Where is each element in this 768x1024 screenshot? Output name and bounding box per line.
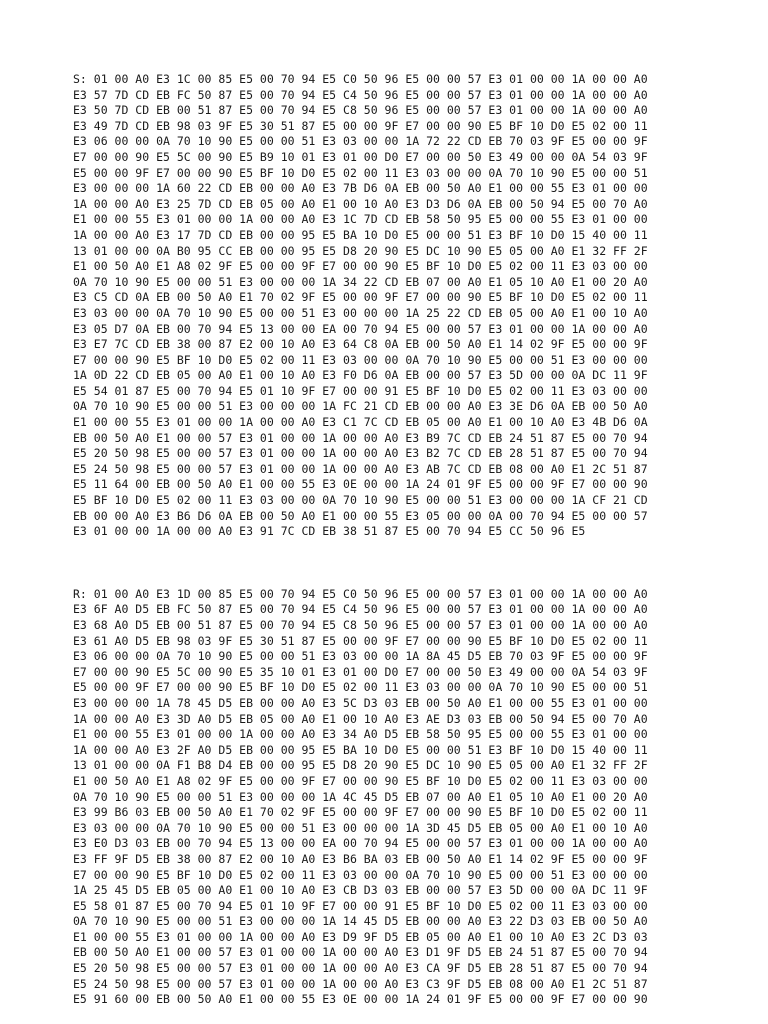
hex-line: E1 00 00 55 E3 01 00 00 1A 00 00 A0 E3 34 A0 D5 EB 58 50 95 E5 00 00 55 E3 01 00 00 <box>73 727 648 742</box>
hex-line: EB 00 00 A0 E3 B6 D6 0A EB 00 50 A0 E1 00 00 55 E3 05 00 00 0A 00 70 94 E5 00 00 57 <box>73 508 648 523</box>
hex-line: E5 00 00 9F E7 00 00 90 E5 BF 10 D0 E5 02 00 11 E3 03 00 00 0A 70 10 90 E5 00 00 51 <box>73 680 648 695</box>
hex-line: E5 20 50 98 E5 00 00 57 E3 01 00 00 1A 00 00 A0 E3 CA 9F D5 EB 28 51 87 E5 00 70 94 <box>73 961 648 976</box>
hex-line: EB 00 50 A0 E1 00 00 57 E3 01 00 00 1A 00 00 A0 E3 D1 9F D5 EB 24 51 87 E5 00 70 94 <box>73 945 648 960</box>
block-separator <box>73 540 703 587</box>
hex-line: 1A 25 45 D5 EB 05 00 A0 E1 00 10 A0 E3 CB D3 03 EB 00 00 57 E3 5D 00 00 0A DC 11 9F <box>73 883 648 898</box>
hex-line: E5 20 50 98 E5 00 00 57 E3 01 00 00 1A 00 00 A0 E3 B2 7C CD EB 28 51 87 E5 00 70 94 <box>73 446 648 461</box>
hex-line: E3 57 7D CD EB FC 50 87 E5 00 70 94 E5 C4 50 96 E5 00 00 57 E3 01 00 00 1A 00 00 A0 <box>73 87 648 102</box>
hex-line: S: 01 00 A0 E3 1C 00 85 E5 00 70 94 E5 C0 50 96 E5 00 00 57 E3 01 00 00 1A 00 00 A0 <box>73 72 648 86</box>
hex-line: 1A 00 00 A0 E3 3D A0 D5 EB 05 00 A0 E1 00 10 A0 E3 AE D3 03 EB 00 50 94 E5 00 70 A0 <box>73 711 648 726</box>
hex-line: E3 49 7D CD EB 98 03 9F E5 30 51 87 E5 00 00 9F E7 00 00 90 E5 BF 10 D0 E5 02 00 11 <box>73 118 648 133</box>
hex-line: E7 00 00 90 E5 5C 00 90 E5 35 10 01 E3 01 00 D0 E7 00 00 50 E3 49 00 00 0A 54 03 9F <box>73 664 648 679</box>
hex-line: E5 11 64 00 EB 00 50 A0 E1 00 00 55 E3 0E 00 00 1A 24 01 9F E5 00 00 9F E7 00 00 90 <box>73 477 648 492</box>
hex-line: E5 91 60 00 EB 00 50 A0 E1 00 00 55 E3 0E 00 00 1A 24 01 9F E5 00 00 9F E7 00 00 90 <box>73 992 648 1007</box>
hex-line: 1A 0D 22 CD EB 05 00 A0 E1 00 10 A0 E3 F0 D6 0A EB 00 00 57 E3 5D 00 00 0A DC 11 9F <box>73 368 648 383</box>
hex-line: E7 00 00 90 E5 BF 10 D0 E5 02 00 11 E3 03 00 00 0A 70 10 90 E5 00 00 51 E3 00 00 00 <box>73 352 648 367</box>
hex-line: 1A 00 00 A0 E3 25 7D CD EB 05 00 A0 E1 00 10 A0 E3 D3 D6 0A EB 00 50 94 E5 00 70 A0 <box>73 196 648 211</box>
hex-line: E3 FF 9F D5 EB 38 00 87 E2 00 10 A0 E3 B6 BA 03 EB 00 50 A0 E1 14 02 9F E5 00 00 9F <box>73 851 648 866</box>
hex-line: E3 68 A0 D5 EB 00 51 87 E5 00 70 94 E5 C8 50 96 E5 00 00 57 E3 01 00 00 1A 00 00 A0 <box>73 618 648 632</box>
hex-line: E7 00 00 90 E5 BF 10 D0 E5 02 00 11 E3 03 00 00 0A 70 10 90 E5 00 00 51 E3 00 00 00 <box>73 867 648 882</box>
hex-block-r <box>73 587 703 1008</box>
hex-line: E5 BF 10 D0 E5 02 00 11 E3 03 00 00 0A 70 10 90 E5 00 00 51 E3 00 00 00 1A CF 21 CD <box>73 493 648 508</box>
hex-line: E3 E7 7C CD EB 38 00 87 E2 00 10 A0 E3 64 C8 0A EB 00 50 A0 E1 14 02 9F E5 00 00 9F <box>73 337 648 352</box>
hex-block-s <box>73 72 703 540</box>
hex-line: E3 06 00 00 0A 70 10 90 E5 00 00 51 E3 03 00 00 1A 8A 45 D5 EB 70 03 9F E5 00 00 9F <box>73 649 648 664</box>
hex-line: 0A 70 10 90 E5 00 00 51 E3 00 00 00 1A FC 21 CD EB 00 00 A0 E3 3E D6 0A EB 00 50 A0 <box>73 399 648 414</box>
hex-line: E1 00 00 55 E3 01 00 00 1A 00 00 A0 E3 D9 9F D5 EB 05 00 A0 E1 00 10 A0 E3 2C D3 03 <box>73 929 648 944</box>
hex-line: E3 E0 D3 03 EB 00 70 94 E5 13 00 00 EA 00 70 94 E5 00 00 57 E3 01 00 00 1A 00 00 A0 <box>73 836 648 851</box>
hex-line: E3 C5 CD 0A EB 00 50 A0 E1 70 02 9F E5 00 00 9F E7 00 00 90 E5 BF 10 D0 E5 02 00 11 <box>73 290 648 305</box>
hex-line: E5 24 50 98 E5 00 00 57 E3 01 00 00 1A 00 00 A0 E3 C3 9F D5 EB 08 00 A0 E1 2C 51 87 <box>73 976 648 991</box>
hex-line: E3 05 D7 0A EB 00 70 94 E5 13 00 00 EA 00 70 94 E5 00 00 57 E3 01 00 00 1A 00 00 A0 <box>73 321 648 336</box>
hex-line: E1 00 50 A0 E1 A8 02 9F E5 00 00 9F E7 00 00 90 E5 BF 10 D0 E5 02 00 11 E3 03 00 00 <box>73 773 648 788</box>
hex-line: E7 00 00 90 E5 5C 00 90 E5 B9 10 01 E3 01 00 D0 E7 00 00 50 E3 49 00 00 0A 54 03 9F <box>73 149 648 164</box>
hex-line: 1A 00 00 A0 E3 2F A0 D5 EB 00 00 95 E5 BA 10 D0 E5 00 00 51 E3 BF 10 D0 15 40 00 11 <box>73 742 648 757</box>
hex-line: E5 54 01 87 E5 00 70 94 E5 01 10 9F E7 00 00 91 E5 BF 10 D0 E5 02 00 11 E3 03 00 00 <box>73 383 648 398</box>
hex-line: 13 01 00 00 0A F1 B8 D4 EB 00 00 95 E5 D8 20 90 E5 DC 10 90 E5 05 00 A0 E1 32 FF 2F <box>73 758 648 773</box>
hex-line: 0A 70 10 90 E5 00 00 51 E3 00 00 00 1A 14 45 D5 EB 00 00 A0 E3 22 D3 03 EB 00 50 A0 <box>73 914 648 929</box>
hex-line: E5 24 50 98 E5 00 00 57 E3 01 00 00 1A 00 00 A0 E3 AB 7C CD EB 08 00 A0 E1 2C 51 87 <box>73 461 648 476</box>
hex-line: E3 00 00 00 1A 78 45 D5 EB 00 00 A0 E3 5C D3 03 EB 00 50 A0 E1 00 00 55 E3 01 00 00 <box>73 695 648 710</box>
hex-dump-page <box>73 72 703 1008</box>
hex-line: E3 99 B6 03 EB 00 50 A0 E1 70 02 9F E5 00 00 9F E7 00 00 90 E5 BF 10 D0 E5 02 00 11 <box>73 805 648 820</box>
hex-line: 0A 70 10 90 E5 00 00 51 E3 00 00 00 1A 4C 45 D5 EB 07 00 A0 E1 05 10 A0 E1 00 20 A0 <box>73 789 648 804</box>
hex-line: E5 00 00 9F E7 00 00 90 E5 BF 10 D0 E5 02 00 11 E3 03 00 00 0A 70 10 90 E5 00 00 51 <box>73 165 648 180</box>
hex-line: E1 00 00 55 E3 01 00 00 1A 00 00 A0 E3 1C 7D CD EB 58 50 95 E5 00 00 55 E3 01 00 00 <box>73 212 648 227</box>
hex-line: EB 00 50 A0 E1 00 00 57 E3 01 00 00 1A 00 00 A0 E3 B9 7C CD EB 24 51 87 E5 00 70 94 <box>73 430 648 445</box>
hex-line: E3 6F A0 D5 EB FC 50 87 E5 00 70 94 E5 C4 50 96 E5 00 00 57 E3 01 00 00 1A 00 00 A0 <box>73 602 648 617</box>
hex-line: E3 03 00 00 0A 70 10 90 E5 00 00 51 E3 00 00 00 1A 25 22 CD EB 05 00 A0 E1 00 10 A0 <box>73 305 648 320</box>
hex-line: 0A 70 10 90 E5 00 00 51 E3 00 00 00 1A 34 22 CD EB 07 00 A0 E1 05 10 A0 E1 00 20 A0 <box>73 274 648 289</box>
hex-line: 1A 00 00 A0 E3 17 7D CD EB 00 00 95 E5 BA 10 D0 E5 00 00 51 E3 BF 10 D0 15 40 00 11 <box>73 227 648 242</box>
hex-line: E3 03 00 00 0A 70 10 90 E5 00 00 51 E3 00 00 00 1A 3D 45 D5 EB 05 00 A0 E1 00 10 A0 <box>73 820 648 835</box>
hex-line: E1 00 00 55 E3 01 00 00 1A 00 00 A0 E3 C1 7C CD EB 05 00 A0 E1 00 10 A0 E3 4B D6 0A <box>73 415 648 430</box>
hex-line: E3 61 A0 D5 EB 98 03 9F E5 30 51 87 E5 00 00 9F E7 00 00 90 E5 BF 10 D0 E5 02 00 11 <box>73 633 648 648</box>
hex-line: 13 01 00 00 0A B0 95 CC EB 00 00 95 E5 D8 20 90 E5 DC 10 90 E5 05 00 A0 E1 32 FF 2F <box>73 243 648 258</box>
hex-line: E5 58 01 87 E5 00 70 94 E5 01 10 9F E7 00 00 91 E5 BF 10 D0 E5 02 00 11 E3 03 00 00 <box>73 898 648 913</box>
hex-line: E3 06 00 00 0A 70 10 90 E5 00 00 51 E3 03 00 00 1A 72 22 CD EB 70 03 9F E5 00 00 9F <box>73 134 648 149</box>
hex-line: E3 00 00 00 1A 60 22 CD EB 00 00 A0 E3 7B D6 0A EB 00 50 A0 E1 00 00 55 E3 01 00 00 <box>73 181 648 196</box>
hex-line: E3 01 00 00 1A 00 00 A0 E3 91 7C CD EB 38 51 87 E5 00 70 94 E5 CC 50 96 E5 <box>73 524 586 539</box>
hex-line: E3 50 7D CD EB 00 51 87 E5 00 70 94 E5 C8 50 96 E5 00 00 57 E3 01 00 00 1A 00 00 A0 <box>73 103 648 118</box>
hex-line: R: 01 00 A0 E3 1D 00 85 E5 00 70 94 E5 C0 50 96 E5 00 00 57 E3 01 00 00 1A 00 00 A0 <box>73 586 648 601</box>
hex-line: E1 00 50 A0 E1 A8 02 9F E5 00 00 9F E7 00 00 90 E5 BF 10 D0 E5 02 00 11 E3 03 00 00 <box>73 259 648 274</box>
